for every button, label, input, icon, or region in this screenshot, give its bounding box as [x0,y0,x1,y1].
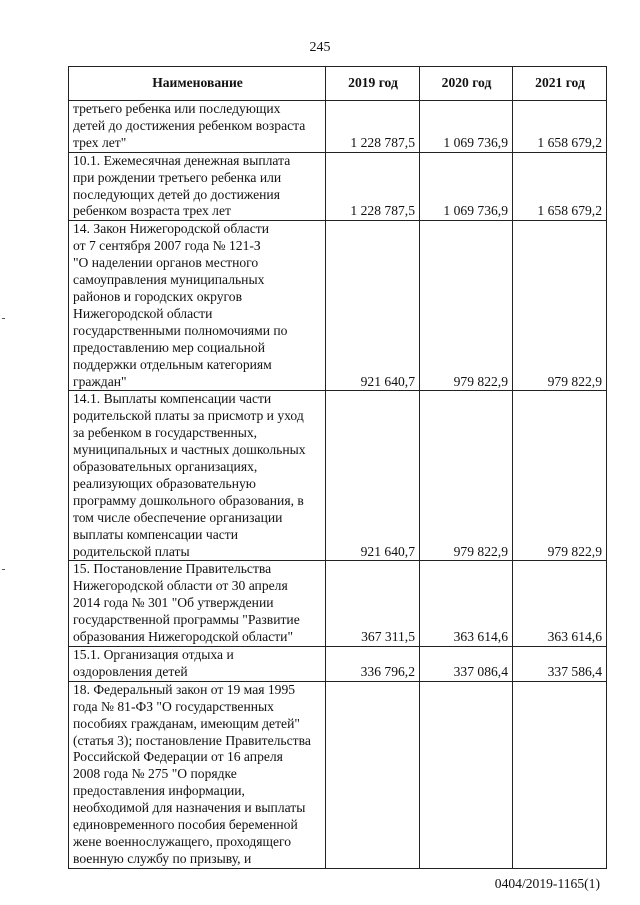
table-row [69,681,607,868]
header-2020: 2020 год [420,67,513,101]
table-row [69,561,607,647]
value-2019: 1 228 787,5 [326,152,420,221]
budget-table [68,66,607,869]
table-body [69,101,607,869]
document-code: 0404/2019-1165(1) [494,876,600,891]
row-name: 15.1. Организация отдыха и оздоровления детей [69,647,326,682]
value-2019: 336 796,2 [326,647,420,682]
table-row [69,221,607,391]
value-2019: 1 228 787,5 [326,101,420,153]
value-2021: 1 658 679,2 [513,152,607,221]
scan-margin-mark [2,318,5,319]
header-2019: 2019 год [326,67,420,101]
value-2021: 1 658 679,2 [513,101,607,153]
scan-margin-mark [2,569,5,570]
header-name: Наименование [69,67,326,101]
table-header [69,67,607,101]
value-2019 [326,681,420,868]
value-2021: 337 586,4 [513,647,607,682]
value-2019: 367 311,5 [326,561,420,647]
value-2020: 979 822,9 [420,221,513,391]
page-number: 245 [309,40,331,55]
row-name: 14. Закон Нижегородской области от 7 сентября 2007 года № 121-З "О наделении органов местного самоуправления муниципальных районов и городских округов Нижегородской области государственными полномочиями по предоставлению мер социальной поддержки отдельным категориям граждан" [69,221,326,391]
value-2020: 363 614,6 [420,561,513,647]
value-2019: 921 640,7 [326,221,420,391]
value-2021 [513,681,607,868]
value-2020: 1 069 736,9 [420,152,513,221]
value-2021: 363 614,6 [513,561,607,647]
row-name: 14.1. Выплаты компенсации части родительской платы за присмотр и уход за ребенком в государственных, муниципальных и частных дошкольных образовательных организациях, реализующих образовательную программу дошкольного образования, в том числе обеспечение организации выплаты компенсации части родительской платы [69,391,326,561]
value-2020 [420,681,513,868]
value-2021: 979 822,9 [513,391,607,561]
table-row [69,152,607,221]
value-2020: 979 822,9 [420,391,513,561]
table-row [69,391,607,561]
header-2021: 2021 год [513,67,607,101]
value-2021: 979 822,9 [513,221,607,391]
row-name: третьего ребенка или последующих детей до достижения ребенком возраста трех лет" [69,101,326,153]
value-2020: 337 086,4 [420,647,513,682]
row-name: 18. Федеральный закон от 19 мая 1995 года № 81-ФЗ "О государственных пособиях гражданам, имеющим детей" (статья 3); постановление Правительства Российской Федерации от 16 апреля 2008 года № 275 "О порядке предоставления информации, необходимой для назначения и выплаты единовременного пособия беременной жене военнослужащего, проходящего военную службу по призыву, и [69,681,326,868]
value-2019: 921 640,7 [326,391,420,561]
table-row [69,647,607,682]
value-2020: 1 069 736,9 [420,101,513,153]
row-name: 15. Постановление Правительства Нижегородской области от 30 апреля 2014 года № 301 "Об утверждении государственной программы "Развитие образования Нижегородской области" [69,561,326,647]
row-name: 10.1. Ежемесячная денежная выплата при рождении третьего ребенка или последующих детей до достижения ребенком возраста трех лет [69,152,326,221]
header-row [69,67,607,101]
table-row [69,101,607,153]
